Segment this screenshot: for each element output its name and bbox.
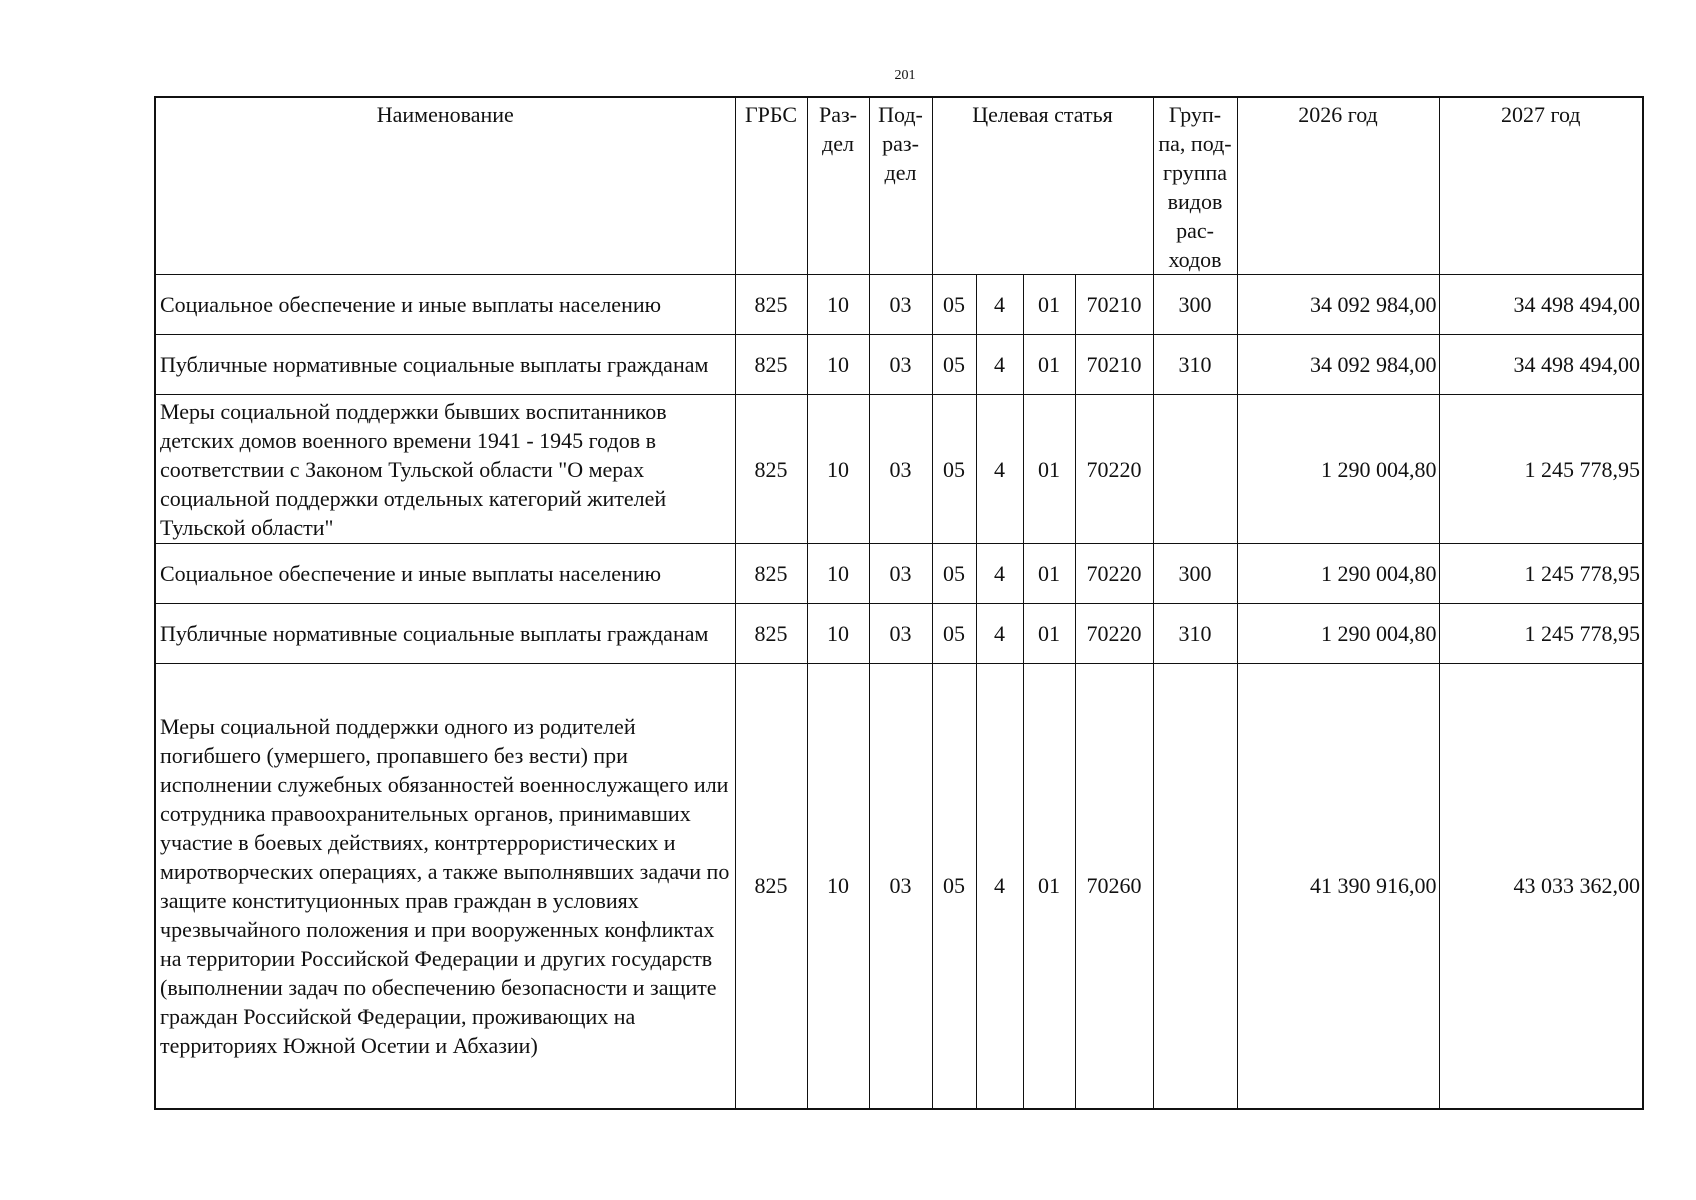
row-expense-group: 300 xyxy=(1153,275,1237,335)
row-target-program: 05 xyxy=(932,395,976,544)
row-target-subprogram: 01 xyxy=(1023,395,1075,544)
row-target-type: 4 xyxy=(976,544,1023,604)
row-podrazdel: 03 xyxy=(869,664,932,1109)
row-target-direction: 70220 xyxy=(1075,604,1153,664)
row-amount-2026: 41 390 916,00 xyxy=(1237,664,1439,1109)
header-2027: 2027 год xyxy=(1439,97,1643,275)
row-grbs: 825 xyxy=(735,335,807,395)
row-target-program: 05 xyxy=(932,664,976,1109)
row-podrazdel: 03 xyxy=(869,544,932,604)
row-target-type: 4 xyxy=(976,604,1023,664)
row-target-direction: 70260 xyxy=(1075,664,1153,1109)
row-amount-2027: 1 245 778,95 xyxy=(1439,544,1643,604)
row-name: Публичные нормативные социальные выплаты гражданам xyxy=(155,604,735,664)
row-razdel: 10 xyxy=(807,335,869,395)
row-amount-2027: 43 033 362,00 xyxy=(1439,664,1643,1109)
row-expense-group: 310 xyxy=(1153,335,1237,395)
row-target-program: 05 xyxy=(932,544,976,604)
row-target-type: 4 xyxy=(976,395,1023,544)
table-row xyxy=(155,395,1643,544)
row-amount-2026: 1 290 004,80 xyxy=(1237,395,1439,544)
row-target-direction: 70210 xyxy=(1075,275,1153,335)
row-grbs: 825 xyxy=(735,544,807,604)
row-amount-2026: 1 290 004,80 xyxy=(1237,544,1439,604)
row-name: Меры социальной поддержки одного из родителей погибшего (умершего, пропавшего без вести) при исполнении служебных обязанностей военнослужащего или сотрудника правоохранительных органов, принимавших участие в боевых действиях, контртеррористических и миротворческих операциях, а также выполнявших задачи по защите конституционных прав граждан в условиях чрезвычайного положения и при вооруженных конфликтах на территории Российской Федерации и других государств (выполнении задач по обеспечению безопасности и защите граждан Российской Федерации, проживающих на территориях Южной Осетии и Абхазии) xyxy=(155,664,735,1109)
row-razdel: 10 xyxy=(807,664,869,1109)
table-row xyxy=(155,664,1643,1109)
row-target-subprogram: 01 xyxy=(1023,335,1075,395)
row-amount-2027: 34 498 494,00 xyxy=(1439,335,1643,395)
table-row xyxy=(155,604,1643,664)
table-row xyxy=(155,275,1643,335)
header-name: Наименование xyxy=(155,97,735,275)
table-row xyxy=(155,544,1643,604)
header-razdel: Раз- дел xyxy=(807,97,869,275)
row-amount-2027: 1 245 778,95 xyxy=(1439,604,1643,664)
row-amount-2026: 34 092 984,00 xyxy=(1237,275,1439,335)
row-amount-2026: 34 092 984,00 xyxy=(1237,335,1439,395)
row-name: Социальное обеспечение и иные выплаты населению xyxy=(155,544,735,604)
row-podrazdel: 03 xyxy=(869,395,932,544)
row-podrazdel: 03 xyxy=(869,604,932,664)
row-target-program: 05 xyxy=(932,335,976,395)
row-grbs: 825 xyxy=(735,275,807,335)
row-expense-group xyxy=(1153,395,1237,544)
row-target-direction: 70210 xyxy=(1075,335,1153,395)
row-podrazdel: 03 xyxy=(869,275,932,335)
row-expense-group xyxy=(1153,664,1237,1109)
row-expense-group: 300 xyxy=(1153,544,1237,604)
row-name: Социальное обеспечение и иные выплаты населению xyxy=(155,275,735,335)
header-target-article: Целевая статья xyxy=(932,97,1153,275)
row-razdel: 10 xyxy=(807,275,869,335)
row-podrazdel: 03 xyxy=(869,335,932,395)
page-number: 201 xyxy=(894,68,916,83)
row-name: Публичные нормативные социальные выплаты гражданам xyxy=(155,335,735,395)
table-header-row xyxy=(155,97,1643,275)
row-expense-group: 310 xyxy=(1153,604,1237,664)
row-target-subprogram: 01 xyxy=(1023,544,1075,604)
row-razdel: 10 xyxy=(807,395,869,544)
header-podrazdel: Под- раз- дел xyxy=(869,97,932,275)
header-2026: 2026 год xyxy=(1237,97,1439,275)
row-grbs: 825 xyxy=(735,395,807,544)
row-amount-2027: 1 245 778,95 xyxy=(1439,395,1643,544)
row-razdel: 10 xyxy=(807,544,869,604)
header-expense-group: Груп- па, под- группа видов рас- ходов xyxy=(1153,97,1237,275)
row-grbs: 825 xyxy=(735,604,807,664)
row-target-direction: 70220 xyxy=(1075,544,1153,604)
header-grbs: ГРБС xyxy=(735,97,807,275)
budget-table xyxy=(154,96,1644,1110)
row-target-subprogram: 01 xyxy=(1023,664,1075,1109)
row-amount-2027: 34 498 494,00 xyxy=(1439,275,1643,335)
row-target-type: 4 xyxy=(976,335,1023,395)
row-target-direction: 70220 xyxy=(1075,395,1153,544)
table-row xyxy=(155,335,1643,395)
row-target-type: 4 xyxy=(976,664,1023,1109)
row-target-program: 05 xyxy=(932,604,976,664)
row-target-type: 4 xyxy=(976,275,1023,335)
row-amount-2026: 1 290 004,80 xyxy=(1237,604,1439,664)
row-target-subprogram: 01 xyxy=(1023,604,1075,664)
row-target-subprogram: 01 xyxy=(1023,275,1075,335)
row-target-program: 05 xyxy=(932,275,976,335)
row-grbs: 825 xyxy=(735,664,807,1109)
row-razdel: 10 xyxy=(807,604,869,664)
row-name: Меры социальной поддержки бывших воспитанников детских домов военного времени 1941 - 1945 годов в соответствии с Законом Тульской области "О мерах социальной поддержки отдельных категорий жителей Тульской области" xyxy=(155,395,735,544)
